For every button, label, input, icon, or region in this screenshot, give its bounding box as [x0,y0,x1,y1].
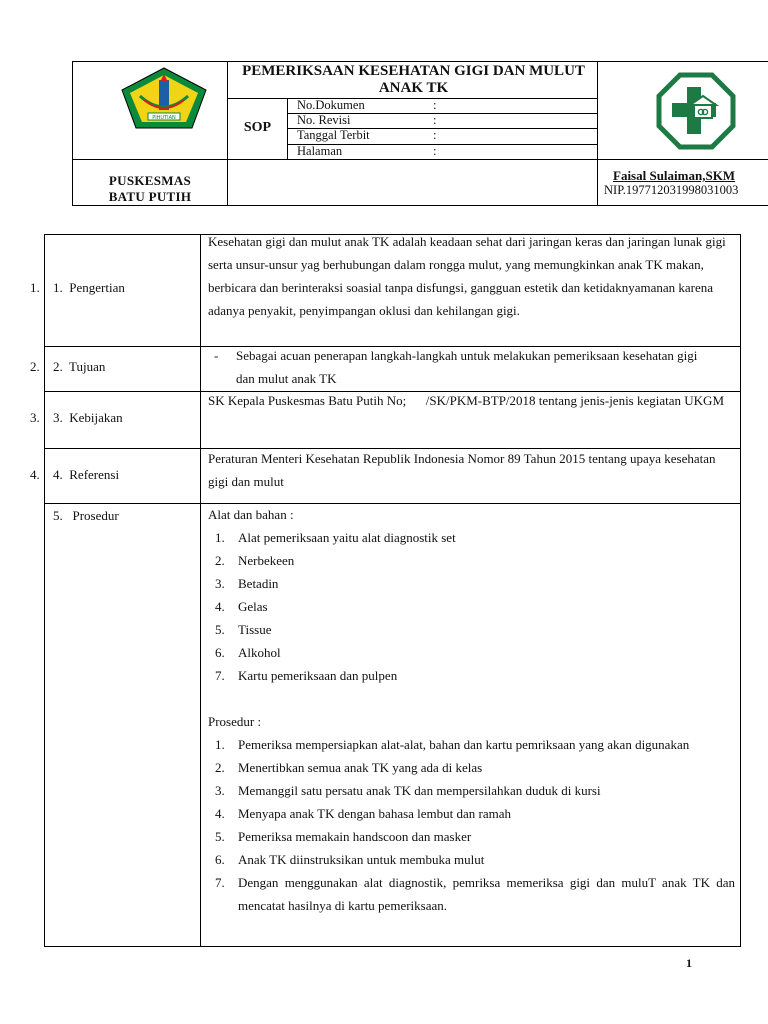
header-divider [597,61,598,206]
regency-emblem-icon [118,66,210,130]
section-label-referensi: 4. Referensi [53,467,120,482]
list-item [208,664,735,687]
meta-separator: : [433,113,437,127]
section-label-prosedur: 5. Prosedur [53,508,119,523]
list-text: Nerbekeen [238,553,295,568]
meta-doc-number [297,98,597,113]
section-bullet: - [214,348,219,363]
meta-issue-date [297,128,597,143]
list-item [208,733,735,756]
prosedur-content [208,503,735,917]
list-item [208,825,735,848]
section-text-tujuan: Sebagai acuan penerapan langkah-langkah untuk melakukan pemeriksaan kesehatan gigi dan mulut anak TK [236,348,698,386]
list-item [208,802,735,825]
list-text: Gelas [238,599,268,614]
list-item [208,572,735,595]
tools-list [208,526,735,687]
list-item [208,779,735,802]
table-divider [200,234,201,947]
section-text-referensi: Peraturan Menteri Kesehatan Republik Indonesia Nomor 89 Tahun 2015 tentang upaya kesehatan gigi dan mulut [208,451,716,489]
row-number: 3. [30,410,40,425]
section-text-pengertian: Kesehatan gigi dan mulut anak TK adalah keadaan sehat dari jaringan keras dan jaringan lunak gigi serta unsur-unsur yag berhubungan dalam rongga mulut, yang memungkinkan anak TK makan, berbicara dan berinteraksi soasial tanpa disfungsi, gangguan estetik dan ketidaknyamanan karena adanya penyakit, penyimpangan oklusi dan kehilangan gigi. [208,234,726,318]
org-name-line: PUSKESMAS [108,173,192,188]
list-number: 3. [215,576,225,591]
meta-separator: : [433,128,437,142]
list-number: 1. [215,530,225,545]
meta-separator: : [433,144,437,158]
list-number: 2. [215,760,225,775]
list-text: Betadin [238,576,279,591]
list-number: 2. [215,553,225,568]
row-number: 4. [30,467,40,482]
list-number: 5. [215,622,225,637]
section-label-pengertian: 1. Pengertian [53,280,125,295]
list-number: 7. [215,875,225,890]
list-text: Pemeriksa memakain handscoon dan masker [238,829,472,844]
list-item [208,756,735,779]
list-text: Alat pemeriksaan yaitu alat diagnostik set [238,530,456,545]
list-item [208,848,735,871]
list-text: Pemeriksa mempersiapkan alat-alat, bahan dan kartu pemriksaan yang akan digunakan [238,737,690,752]
sop-label: SOP [243,120,272,135]
list-item [208,526,735,549]
meta-label: Tanggal Terbit [297,128,370,142]
meta-page [297,144,597,159]
list-text: Tissue [238,622,272,637]
list-number: 3. [215,783,225,798]
list-text: Alkohol [238,645,281,660]
list-text: Menertibkan semua anak TK yang ada di kelas [238,760,483,775]
list-item [208,595,735,618]
header-divider [287,98,288,160]
list-number: 6. [215,645,225,660]
tools-heading: Alat dan bahan : [208,507,294,522]
list-number: 7. [215,668,225,683]
list-number: 5. [215,829,225,844]
list-text: Menyapa anak TK dengan bahasa lembut dan ramah [238,806,512,821]
header-divider [72,159,768,160]
steps-heading: Prosedur : [208,714,262,729]
logo-banner-text: PIHUTIAN [152,115,176,121]
list-item [208,641,735,664]
list-number: 6. [215,852,225,867]
section-label-tujuan: 2. Tujuan [53,359,106,374]
document-title: PEMERIKSAAN KESEHATAN GIGI DAN MULUT ANAK TK [242,63,585,96]
row-number: 2. [30,359,40,374]
list-number: 4. [215,806,225,821]
list-item [208,871,735,917]
signer-name: Faisal Sulaiman,SKM [613,168,736,183]
meta-label: Halaman [297,144,343,158]
list-number: 4. [215,599,225,614]
meta-label: No. Revisi [297,113,351,127]
list-text: Memanggil satu persatu anak TK dan mempersilahkan duduk di kursi [238,783,601,798]
section-text-kebijakan: SK Kepala Puskesmas Batu Putih No; /SK/PKM-BTP/2018 tentang jenis-jenis kegiatan UKGM [208,393,725,408]
org-name [73,173,227,205]
list-item [208,549,735,572]
puskesmas-logo-icon [656,72,736,150]
list-text: Kartu pemeriksaan dan pulpen [238,668,398,683]
list-number: 1. [215,737,225,752]
list-text: Anak TK diinstruksikan untuk membuka mulut [238,852,485,867]
list-text: Dengan menggunakan alat diagnostik, pemriksa memeriksa gigi dan muluT anak TK dan mencatat hasilnya di kartu pemeriksaan. [238,875,735,913]
page-number: 1 [686,956,692,970]
section-label-kebijakan: 3. Kebijakan [53,410,123,425]
org-name-line: BATU PUTIH [108,189,192,204]
list-item [208,618,735,641]
steps-list [208,733,735,917]
meta-revision [297,113,597,128]
row-number: 1. [30,280,40,295]
meta-label: No.Dokumen [297,98,365,112]
signer-nip: NIP.197712031998031003 [604,183,739,197]
meta-separator: : [433,98,437,112]
